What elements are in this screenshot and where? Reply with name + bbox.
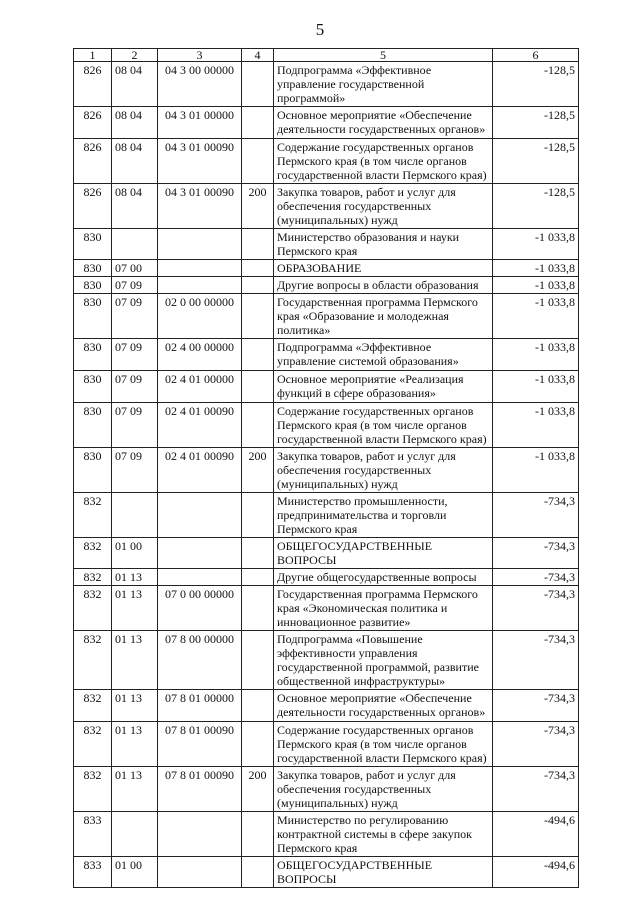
section-code-cell: 07 09 (112, 448, 158, 493)
expense-type-cell (242, 371, 274, 403)
item-name-cell: Подпрограмма «Повышение эффективности управления государственной программой, развитие общественной инфраструктуры» (274, 631, 493, 690)
target-article-cell (158, 857, 242, 888)
table-row (74, 569, 579, 586)
amount-cell: -128,5 (493, 107, 579, 139)
amount-cell: -734,3 (493, 586, 579, 631)
expense-type-cell (242, 631, 274, 690)
amount-cell: -1 033,8 (493, 294, 579, 339)
table-row (74, 857, 579, 888)
section-code-cell: 01 13 (112, 586, 158, 631)
expense-type-cell: 200 (242, 184, 274, 229)
expense-type-cell (242, 339, 274, 371)
target-article-cell: 07 8 00 00000 (158, 631, 242, 690)
ministry-code-cell: 832 (74, 631, 112, 690)
item-name-cell: Закупка товаров, работ и услуг для обеспечения государственных (муниципальных) нужд (274, 767, 493, 812)
ministry-code-cell: 830 (74, 229, 112, 260)
item-name-cell: Подпрограмма «Эффективное управление государственной программой» (274, 62, 493, 107)
table-row (74, 277, 579, 294)
section-code-cell: 07 09 (112, 294, 158, 339)
ministry-code-cell: 830 (74, 371, 112, 403)
ministry-code-cell: 826 (74, 107, 112, 139)
ministry-code-cell: 833 (74, 812, 112, 857)
expense-type-cell: 200 (242, 448, 274, 493)
amount-cell: -128,5 (493, 62, 579, 107)
target-article-cell: 04 3 01 00000 (158, 107, 242, 139)
item-name-cell: Министерство по регулированию контрактной системы в сфере закупок Пермского края (274, 812, 493, 857)
table-row (74, 62, 579, 107)
ministry-code-cell: 833 (74, 857, 112, 888)
expense-type-cell (242, 812, 274, 857)
column-header: 6 (493, 49, 579, 62)
ministry-code-cell: 830 (74, 277, 112, 294)
table-row (74, 229, 579, 260)
table-body (74, 62, 579, 888)
section-code-cell: 01 13 (112, 631, 158, 690)
ministry-code-cell: 832 (74, 690, 112, 722)
amount-cell: -734,3 (493, 722, 579, 767)
item-name-cell: Министерство образования и науки Пермского края (274, 229, 493, 260)
table-row (74, 538, 579, 569)
item-name-cell: Содержание государственных органов Пермского края (в том числе органов государственной власти Пермского края) (274, 403, 493, 448)
amount-cell: -128,5 (493, 184, 579, 229)
target-article-cell (158, 538, 242, 569)
item-name-cell: ОБЩЕГОСУДАРСТВЕННЫЕ ВОПРОСЫ (274, 857, 493, 888)
column-header: 1 (74, 49, 112, 62)
item-name-cell: Другие вопросы в области образования (274, 277, 493, 294)
item-name-cell: Содержание государственных органов Пермского края (в том числе органов государственной власти Пермского края) (274, 722, 493, 767)
ministry-code-cell: 832 (74, 722, 112, 767)
expense-type-cell: 200 (242, 767, 274, 812)
amount-cell: -734,3 (493, 767, 579, 812)
ministry-code-cell: 830 (74, 294, 112, 339)
expense-type-cell (242, 277, 274, 294)
ministry-code-cell: 832 (74, 767, 112, 812)
amount-cell: -128,5 (493, 139, 579, 184)
ministry-code-cell: 830 (74, 339, 112, 371)
expense-type-cell (242, 586, 274, 631)
section-code-cell: 01 00 (112, 857, 158, 888)
expense-type-cell (242, 538, 274, 569)
target-article-cell (158, 812, 242, 857)
table-row (74, 631, 579, 690)
table-row (74, 403, 579, 448)
section-code-cell: 07 09 (112, 371, 158, 403)
section-code-cell: 01 00 (112, 538, 158, 569)
amount-cell: -1 033,8 (493, 260, 579, 277)
item-name-cell: Основное мероприятие «Обеспечение деятельности государственных органов» (274, 107, 493, 139)
table-row (74, 139, 579, 184)
section-code-cell: 08 04 (112, 184, 158, 229)
ministry-code-cell: 830 (74, 403, 112, 448)
item-name-cell: Закупка товаров, работ и услуг для обеспечения государственных (муниципальных) нужд (274, 184, 493, 229)
ministry-code-cell: 830 (74, 260, 112, 277)
ministry-code-cell: 832 (74, 538, 112, 569)
amount-cell: -494,6 (493, 812, 579, 857)
item-name-cell: Подпрограмма «Эффективное управление системой образования» (274, 339, 493, 371)
target-article-cell: 02 4 01 00000 (158, 371, 242, 403)
expense-type-cell (242, 62, 274, 107)
section-code-cell: 01 13 (112, 767, 158, 812)
table-row (74, 371, 579, 403)
column-header: 4 (242, 49, 274, 62)
section-code-cell: 07 09 (112, 403, 158, 448)
target-article-cell (158, 493, 242, 538)
section-code-cell: 08 04 (112, 62, 158, 107)
table-row (74, 184, 579, 229)
section-code-cell: 08 04 (112, 107, 158, 139)
page-number: 5 (315, 20, 325, 39)
expense-type-cell (242, 260, 274, 277)
section-code-cell: 07 09 (112, 339, 158, 371)
table-row (74, 586, 579, 631)
section-code-cell: 07 09 (112, 277, 158, 294)
section-code-cell: 08 04 (112, 139, 158, 184)
column-header: 5 (274, 49, 493, 62)
amount-cell: -1 033,8 (493, 277, 579, 294)
amount-cell: -1 033,8 (493, 448, 579, 493)
ministry-code-cell: 832 (74, 493, 112, 538)
expense-type-cell (242, 857, 274, 888)
table-row (74, 260, 579, 277)
target-article-cell (158, 569, 242, 586)
table-row (74, 493, 579, 538)
amount-cell: -1 033,8 (493, 339, 579, 371)
amount-cell: -1 033,8 (493, 229, 579, 260)
column-header: 3 (158, 49, 242, 62)
item-name-cell: Государственная программа Пермского края «Образование и молодежная политика» (274, 294, 493, 339)
item-name-cell: ОБЩЕГОСУДАРСТВЕННЫЕ ВОПРОСЫ (274, 538, 493, 569)
section-code-cell: 01 13 (112, 722, 158, 767)
table-row (74, 448, 579, 493)
section-code-cell (112, 493, 158, 538)
item-name-cell: Министерство промышленности, предпринимательства и торговли Пермского края (274, 493, 493, 538)
section-code-cell: 01 13 (112, 569, 158, 586)
table-row (74, 294, 579, 339)
target-article-cell: 04 3 01 00090 (158, 184, 242, 229)
table-row (74, 107, 579, 139)
amount-cell: -494,6 (493, 857, 579, 888)
ministry-code-cell: 830 (74, 448, 112, 493)
item-name-cell: Другие общегосударственные вопросы (274, 569, 493, 586)
expense-type-cell (242, 722, 274, 767)
ministry-code-cell: 826 (74, 139, 112, 184)
target-article-cell: 04 3 00 00000 (158, 62, 242, 107)
expense-type-cell (242, 403, 274, 448)
header-row (74, 49, 579, 62)
ministry-code-cell: 826 (74, 184, 112, 229)
expense-type-cell (242, 107, 274, 139)
target-article-cell: 02 0 00 00000 (158, 294, 242, 339)
item-name-cell: Содержание государственных органов Пермского края (в том числе органов государственной власти Пермского края) (274, 139, 493, 184)
item-name-cell: Основное мероприятие «Реализация функций в сфере образования» (274, 371, 493, 403)
target-article-cell: 07 8 01 00090 (158, 722, 242, 767)
ministry-code-cell: 832 (74, 586, 112, 631)
section-code-cell (112, 229, 158, 260)
section-code-cell: 07 00 (112, 260, 158, 277)
target-article-cell: 02 4 01 00090 (158, 403, 242, 448)
expense-type-cell (242, 493, 274, 538)
target-article-cell (158, 277, 242, 294)
amount-cell: -1 033,8 (493, 371, 579, 403)
section-code-cell: 01 13 (112, 690, 158, 722)
expense-type-cell (242, 294, 274, 339)
target-article-cell: 07 8 01 00090 (158, 767, 242, 812)
target-article-cell: 04 3 01 00090 (158, 139, 242, 184)
table-row (74, 767, 579, 812)
item-name-cell: Государственная программа Пермского края «Экономическая политика и инновационное развитие» (274, 586, 493, 631)
table-row (74, 722, 579, 767)
target-article-cell: 02 4 00 00000 (158, 339, 242, 371)
target-article-cell: 02 4 01 00090 (158, 448, 242, 493)
amount-cell: -734,3 (493, 569, 579, 586)
item-name-cell: Закупка товаров, работ и услуг для обеспечения государственных (муниципальных) нужд (274, 448, 493, 493)
budget-table (73, 48, 579, 888)
column-header: 2 (112, 49, 158, 62)
amount-cell: -734,3 (493, 538, 579, 569)
target-article-cell (158, 229, 242, 260)
target-article-cell: 07 0 00 00000 (158, 586, 242, 631)
ministry-code-cell: 826 (74, 62, 112, 107)
expense-type-cell (242, 229, 274, 260)
table-row (74, 339, 579, 371)
item-name-cell: ОБРАЗОВАНИЕ (274, 260, 493, 277)
ministry-code-cell: 832 (74, 569, 112, 586)
expense-type-cell (242, 139, 274, 184)
amount-cell: -734,3 (493, 690, 579, 722)
table-row (74, 812, 579, 857)
section-code-cell (112, 812, 158, 857)
expense-type-cell (242, 569, 274, 586)
expense-type-cell (242, 690, 274, 722)
table-row (74, 690, 579, 722)
amount-cell: -734,3 (493, 493, 579, 538)
target-article-cell: 07 8 01 00000 (158, 690, 242, 722)
target-article-cell (158, 260, 242, 277)
item-name-cell: Основное мероприятие «Обеспечение деятельности государственных органов» (274, 690, 493, 722)
amount-cell: -734,3 (493, 631, 579, 690)
amount-cell: -1 033,8 (493, 403, 579, 448)
